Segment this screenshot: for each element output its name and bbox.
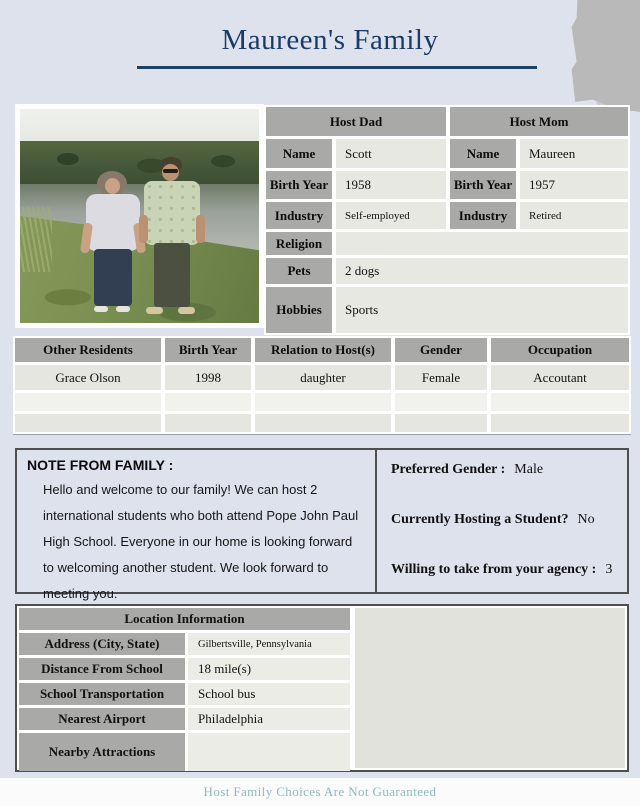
resident-row-cell xyxy=(491,414,629,432)
host-mom-birthyear-value: 1957 xyxy=(520,171,628,199)
distance-label: Distance From School xyxy=(19,658,185,680)
host-dad-industry-label: Industry xyxy=(266,202,332,229)
note-body: Hello and welcome to our family! We can host 2 international students who both attend Pope John Paul High School. Everyone in our home is looking forward to welcoming another student. We look forward to meeting you. xyxy=(43,482,359,601)
airport-label: Nearest Airport xyxy=(19,708,185,730)
resident-row-cell xyxy=(15,393,161,411)
transportation-value: School bus xyxy=(188,683,350,705)
airport-value: Philadelphia xyxy=(188,708,350,730)
footer-disclaimer: Host Family Choices Are Not Guaranteed xyxy=(203,784,437,799)
resident-row-cell xyxy=(255,414,391,432)
note-pane xyxy=(17,450,377,601)
note-heading: NOTE FROM FAMILY : xyxy=(27,457,174,473)
preferred-gender-value: Male xyxy=(514,462,544,477)
host-mom-industry-label: Industry xyxy=(450,202,516,229)
title-underline xyxy=(137,66,537,69)
host-mom-name-value: Maureen xyxy=(520,139,628,168)
photo-sky xyxy=(20,109,259,145)
transportation-label: School Transportation xyxy=(19,683,185,705)
pets-label: Pets xyxy=(266,258,332,284)
scan-artifact xyxy=(568,0,640,112)
attractions-value xyxy=(188,733,350,771)
currently-hosting-value: No xyxy=(577,512,595,527)
location-empty-area xyxy=(355,608,625,768)
resident-row-cell: 1998 xyxy=(165,365,251,390)
host-mom-industry-value: Retired xyxy=(520,202,628,229)
photo-reeds xyxy=(20,207,52,271)
willing-to-take xyxy=(391,562,627,578)
host-dad-name-value: Scott xyxy=(336,139,446,168)
residents-header-birthyear: Birth Year xyxy=(165,338,251,362)
religion-label: Religion xyxy=(266,232,332,255)
resident-row-cell xyxy=(165,393,251,411)
host-dad-header: Host Dad xyxy=(266,107,446,136)
location-information-section xyxy=(15,604,629,772)
other-residents-table xyxy=(13,336,631,435)
resident-row-cell: daughter xyxy=(255,365,391,390)
distance-value: 18 mile(s) xyxy=(188,658,350,680)
resident-row-cell: Grace Olson xyxy=(15,365,161,390)
hobbies-value: Sports xyxy=(336,287,628,333)
attractions-label: Nearby Attractions xyxy=(19,733,185,771)
currently-hosting-label: Currently Hosting a Student? xyxy=(391,512,569,527)
host-dad-birthyear-value: 1958 xyxy=(336,171,446,199)
willing-to-take-value: 3 xyxy=(605,562,613,577)
host-mom-header: Host Mom xyxy=(450,107,628,136)
host-parents-table xyxy=(264,105,630,335)
footer-band xyxy=(0,778,640,806)
location-header: Location Information xyxy=(19,608,350,630)
resident-row-cell: Female xyxy=(395,365,487,390)
residents-header-relation: Relation to Host(s) xyxy=(255,338,391,362)
address-label: Address (City, State) xyxy=(19,633,185,655)
location-table xyxy=(19,608,350,771)
resident-row-cell xyxy=(395,393,487,411)
pets-value: 2 dogs xyxy=(336,258,628,284)
residents-header-gender: Gender xyxy=(395,338,487,362)
photo-host-mom-figure xyxy=(82,171,144,313)
preferences-pane xyxy=(377,450,627,592)
preferred-gender xyxy=(391,462,627,478)
host-dad-birthyear-label: Birth Year xyxy=(266,171,332,199)
resident-row-cell xyxy=(165,414,251,432)
hobbies-label: Hobbies xyxy=(266,287,332,333)
currently-hosting xyxy=(391,512,627,528)
resident-row-cell xyxy=(395,414,487,432)
address-value: Gilbertsville, Pennsylvania xyxy=(188,633,350,655)
resident-row-cell: Accoutant xyxy=(491,365,629,390)
religion-value xyxy=(336,232,628,255)
preferred-gender-label: Preferred Gender : xyxy=(391,462,506,477)
residents-header-occupation: Occupation xyxy=(491,338,629,362)
page-title: Maureen's Family xyxy=(221,24,439,56)
host-mom-birthyear-label: Birth Year xyxy=(450,171,516,199)
resident-row-cell xyxy=(15,414,161,432)
resident-row-cell xyxy=(491,393,629,411)
host-dad-name-label: Name xyxy=(266,139,332,168)
note-from-family-section xyxy=(15,448,629,601)
host-dad-industry-value: Self-employed xyxy=(336,202,446,229)
family-photo xyxy=(15,104,264,328)
willing-to-take-label: Willing to take from your agency : xyxy=(391,562,597,577)
photo-host-dad-figure xyxy=(138,157,204,315)
residents-header-name: Other Residents xyxy=(15,338,161,362)
host-mom-name-label: Name xyxy=(450,139,516,168)
resident-row-cell xyxy=(255,393,391,411)
